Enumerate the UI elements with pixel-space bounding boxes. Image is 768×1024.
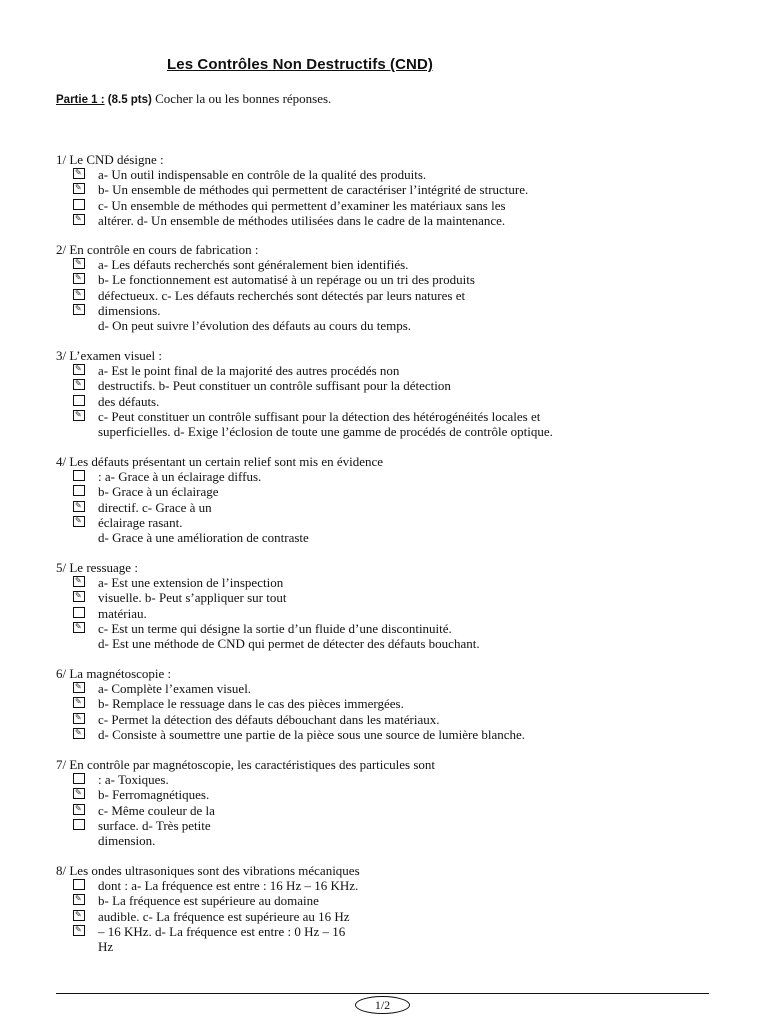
answer-text: dimensions. [98,302,161,318]
answer-line [56,530,696,545]
answer-checkbox[interactable] [73,485,85,496]
answer-text: altérer. d- Un ensemble de méthodes utilisées dans le cadre de la maintenance. [98,212,506,228]
check-mark-icon: ✎ [75,515,82,525]
question-title: 7/ En contrôle par magnétoscopie, les caractéristiques des particules sont [56,757,436,772]
check-mark-icon: ✎ [75,727,82,737]
checked-checkbox[interactable] [73,168,85,179]
answer-line [56,575,696,590]
answer-line [56,833,696,848]
check-mark-icon: ✎ [75,273,82,283]
check-mark-icon: ✎ [75,288,82,298]
answer-text: a- Est une extension de l’inspection [98,575,284,590]
question-title: 2/ En contrôle en cours de fabrication : [56,242,259,257]
question-title: 5/ Le ressuage : [56,560,138,575]
answer-text: superficielles. d- Exige l’éclosion de toute une gamme de procédés de contrôle optique. [98,424,553,440]
answer-line [56,409,696,424]
answer-checkbox[interactable] [73,879,85,890]
answer-text: destructifs. b- Peut constituer un contrôle suffisant pour la détection [98,378,451,394]
section-label: Partie 1 : [56,94,105,106]
checked-checkbox[interactable] [73,697,85,708]
answer-line [56,378,696,393]
answer-line [56,787,696,802]
checked-checkbox[interactable] [73,516,85,527]
checked-checkbox[interactable] [73,788,85,799]
answer-text: c- Permet la détection des défauts débouchant dans les matériaux. [98,711,440,727]
checked-checkbox[interactable] [73,410,85,421]
checked-checkbox[interactable] [73,622,85,633]
footer-divider [56,993,709,994]
answer-checkbox[interactable] [73,395,85,406]
answer-checkbox[interactable] [73,470,85,481]
question-2 [56,242,696,333]
check-mark-icon: ✎ [75,379,82,389]
check-mark-icon: ✎ [75,364,82,373]
answer-text: : a- Grace à un éclairage diffus. [98,469,262,484]
check-mark-icon: ✎ [75,894,82,904]
question-6 [56,666,696,742]
checked-checkbox[interactable] [73,576,85,587]
checked-checkbox[interactable] [73,304,85,315]
answer-text: directif. c- Grace à un [98,499,212,515]
question-4 [56,454,696,545]
check-mark-icon: ✎ [75,303,82,313]
answer-line [56,621,696,636]
question-3 [56,348,696,439]
answer-text: Hz [98,939,114,955]
check-mark-icon: ✎ [75,924,82,934]
answer-line [56,363,696,378]
document-title: Les Contrôles Non Destructifs (CND) [167,56,434,73]
page-number: 1/2 [355,996,410,1014]
answer-line [56,681,696,696]
answer-line [56,469,696,484]
answer-text: b- Grace à un éclairage [98,484,219,500]
answer-text: audible. c- La fréquence est supérieure au 16 Hz [98,908,350,924]
check-mark-icon: ✎ [75,697,82,707]
answer-checkbox[interactable] [73,607,85,618]
answer-checkbox[interactable] [73,199,85,210]
answer-line [56,167,696,182]
check-mark-icon: ✎ [75,591,82,601]
check-mark-icon: ✎ [75,168,82,177]
answer-line [56,818,696,833]
answer-text: matériau. [98,605,147,621]
answer-line [56,484,696,499]
answer-line [56,213,696,228]
checked-checkbox[interactable] [73,214,85,225]
checked-checkbox[interactable] [73,273,85,284]
answer-line [56,182,696,197]
answer-line [56,924,696,939]
checked-checkbox[interactable] [73,591,85,602]
answer-text: a- Les défauts recherchés sont généralement bien identifiés. [98,257,409,272]
checked-checkbox[interactable] [73,183,85,194]
answer-text: : a- Toxiques. [98,772,169,787]
check-mark-icon: ✎ [75,621,82,631]
answer-text: c- Peut constituer un contrôle suffisant pour la détection des hétérogénéités locales et [98,408,541,424]
answer-line [56,878,696,893]
answer-text: a- Complète l’examen visuel. [98,681,252,696]
checked-checkbox[interactable] [73,804,85,815]
check-mark-icon: ✎ [75,788,82,798]
answer-line [56,893,696,908]
answer-line [56,712,696,727]
check-mark-icon: ✎ [75,409,82,419]
check-mark-icon: ✎ [75,576,82,585]
answer-line [56,288,696,303]
answer-text: des défauts. [98,393,160,409]
checked-checkbox[interactable] [73,894,85,905]
answer-line [56,257,696,272]
checked-checkbox[interactable] [73,379,85,390]
answer-text: dont : a- La fréquence est entre : 16 Hz – 16 KHz. [98,878,359,893]
answer-text: c- Est un terme qui désigne la sortie d’un fluide d’une discontinuité. [98,620,452,636]
answer-line [56,424,696,439]
checked-checkbox[interactable] [73,364,85,375]
answer-line [56,500,696,515]
answer-text: b- Remplace le ressuage dans le cas des pièces immergées. [98,696,404,712]
check-mark-icon: ✎ [75,258,82,267]
answer-line [56,772,696,787]
answer-line [56,606,696,621]
question-title: 8/ Les ondes ultrasoniques sont des vibrations mécaniques [56,863,360,878]
answer-text: défectueux. c- Les défauts recherchés sont détectés par leurs natures et [98,287,466,303]
answer-checkbox[interactable] [73,819,85,830]
checked-checkbox[interactable] [73,728,85,739]
checked-checkbox[interactable] [73,925,85,936]
section-instruction: Cocher la ou les bonnes réponses. [151,91,332,106]
question-title: 3/ L’examen visuel : [56,348,163,363]
answer-line [56,696,696,711]
check-mark-icon: ✎ [75,803,82,813]
check-mark-icon: ✎ [75,682,82,691]
answer-text: d- Est une méthode de CND qui permet de détecter des défauts bouchant. [98,636,480,652]
answer-line [56,636,696,651]
answer-line [56,515,696,530]
checked-checkbox[interactable] [73,258,85,269]
check-mark-icon: ✎ [75,712,82,722]
answer-text: éclairage rasant. [98,514,183,530]
answer-text: a- Un outil indispensable en contrôle de la qualité des produits. [98,167,427,182]
question-1 [56,152,696,228]
checked-checkbox[interactable] [73,682,85,693]
question-8 [56,863,696,954]
answer-line [56,318,696,333]
question-title: 4/ Les défauts présentant un certain relief sont mis en évidence [56,454,384,469]
answer-text: b- Ferromagnétiques. [98,787,210,803]
checked-checkbox[interactable] [73,501,85,512]
check-mark-icon: ✎ [75,213,82,223]
question-5 [56,560,696,651]
checked-checkbox[interactable] [73,910,85,921]
answer-text: c- Un ensemble de méthodes qui permettent d’examiner les matériaux sans les [98,197,506,213]
checked-checkbox[interactable] [73,713,85,724]
answer-line [56,939,696,954]
answer-text: b- Un ensemble de méthodes qui permettent de caractériser l’intégrité de structure. [98,182,529,198]
answer-line [56,303,696,318]
answer-line [56,727,696,742]
answer-line [56,803,696,818]
check-mark-icon: ✎ [75,500,82,510]
check-mark-icon: ✎ [75,909,82,919]
answer-line [56,272,696,287]
answer-text: dimension. [98,833,156,849]
section-points: (8.5 pts) [104,94,152,106]
answer-text: d- Grace à une amélioration de contraste [98,530,309,546]
section-header [56,91,331,107]
question-title: 6/ La magnétoscopie : [56,666,172,681]
answer-text: d- Consiste à soumettre une partie de la pièce sous une source de lumière blanche. [98,726,526,742]
checked-checkbox[interactable] [73,289,85,300]
answer-text: visuelle. b- Peut s’appliquer sur tout [98,590,287,606]
answer-line [56,198,696,213]
answer-text: b- Le fonctionnement est automatisé à un repérage ou un tri des produits [98,272,475,288]
answer-text: a- Est le point final de la majorité des autres procédés non [98,363,400,378]
answer-line [56,909,696,924]
answer-text: b- La fréquence est supérieure au domaine [98,893,319,909]
answer-line [56,394,696,409]
question-title: 1/ Le CND désigne : [56,152,164,167]
answer-text: surface. d- Très petite [98,817,211,833]
check-mark-icon: ✎ [75,183,82,193]
answer-checkbox[interactable] [73,773,85,784]
answer-text: d- On peut suivre l’évolution des défauts au cours du temps. [98,318,412,334]
answer-line [56,590,696,605]
question-7 [56,757,696,848]
answer-text: – 16 KHz. d- La fréquence est entre : 0 Hz – 16 [98,923,346,939]
answer-text: c- Même couleur de la [98,802,215,818]
